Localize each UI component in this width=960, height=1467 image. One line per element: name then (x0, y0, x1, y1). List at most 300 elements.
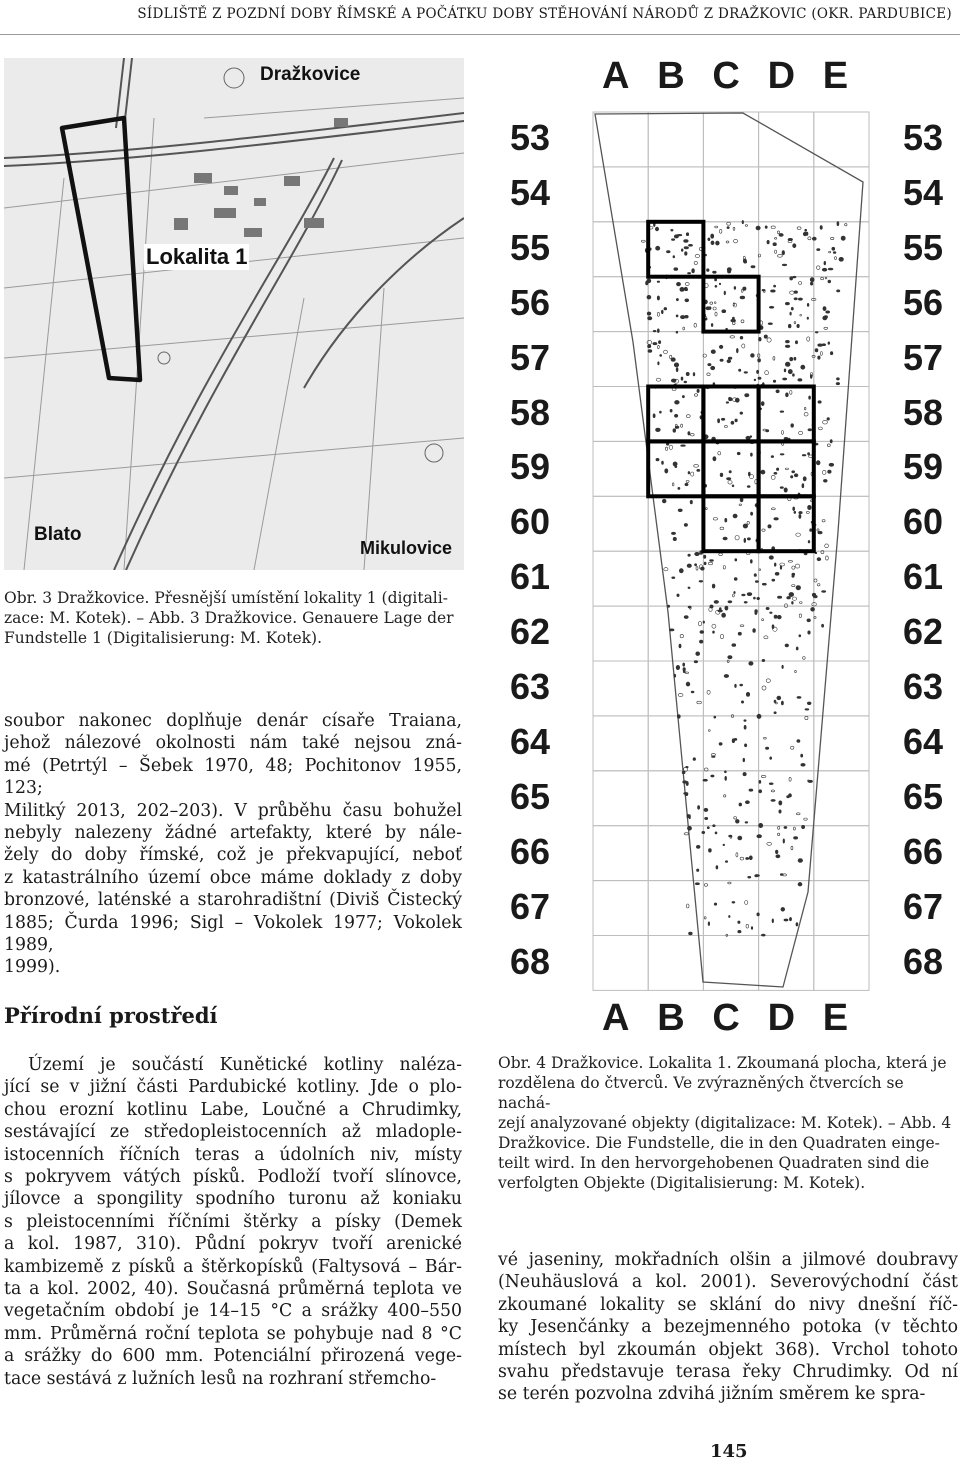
feature-mark (812, 237, 816, 240)
feature-mark (688, 432, 690, 436)
feature-mark (756, 226, 760, 230)
feature-mark (745, 261, 747, 264)
feature-mark (773, 357, 775, 361)
feature-mark (837, 222, 839, 226)
feature-mark (679, 569, 683, 573)
feature-mark (775, 572, 779, 575)
feature-mark (726, 241, 729, 243)
feature-mark (785, 302, 789, 305)
feature-mark (713, 518, 717, 521)
feature-mark (683, 781, 687, 784)
feature-mark (706, 508, 708, 510)
feature-mark (722, 310, 726, 313)
feature-mark (758, 377, 761, 379)
feature-mark (719, 553, 723, 556)
figure-4-plan (500, 55, 960, 1040)
feature-mark (735, 819, 739, 823)
grid-cell (759, 551, 814, 606)
feature-mark (663, 350, 667, 353)
feature-mark (767, 338, 771, 342)
caption-line: teilt wird. In den hervorgehobenen Quadraten sind die (498, 1154, 930, 1172)
row-number: 64 (510, 720, 551, 762)
feature-mark (759, 569, 761, 571)
grid-cell (593, 606, 648, 661)
feature-mark (795, 341, 797, 344)
feature-mark (740, 336, 743, 339)
feature-mark (823, 420, 828, 424)
text-line: jící se v jižní části Pardubické kotliny. Jde o plo- (4, 1077, 462, 1098)
grid-cell (814, 936, 869, 991)
feature-mark (798, 298, 802, 300)
feature-mark (775, 250, 777, 253)
feature-mark (695, 883, 699, 885)
feature-mark (668, 605, 670, 607)
section-heading: Přírodní prostředí (4, 1003, 218, 1028)
feature-mark (726, 402, 729, 404)
feature-mark (711, 350, 715, 354)
feature-mark (807, 317, 809, 319)
feature-mark (802, 825, 805, 828)
feature-mark (697, 389, 699, 392)
feature-mark (744, 538, 746, 542)
feature-mark (787, 596, 791, 599)
feature-mark (687, 814, 689, 818)
feature-mark (729, 471, 731, 473)
feature-mark (832, 247, 835, 250)
grid-cell (593, 661, 648, 716)
feature-mark (774, 712, 776, 714)
feature-mark (730, 336, 735, 338)
column-letter: B (657, 997, 685, 1039)
feature-mark (749, 856, 752, 860)
grid-cell (648, 716, 703, 771)
feature-mark (727, 268, 731, 272)
feature-mark (796, 647, 798, 650)
feature-mark (681, 445, 686, 447)
feature-mark (664, 307, 667, 310)
row-number: 57 (903, 336, 944, 378)
grid-cell (703, 387, 758, 442)
grid-cell (593, 441, 648, 496)
feature-mark (716, 866, 718, 870)
grid-cell (593, 771, 648, 826)
feature-mark (769, 306, 774, 308)
feature-mark (707, 373, 710, 376)
feature-mark (743, 758, 745, 762)
feature-mark (669, 629, 674, 631)
grid-cell (759, 716, 814, 771)
grid-cell (759, 606, 814, 661)
feature-mark (676, 368, 678, 372)
feature-mark (713, 307, 716, 310)
feature-mark (807, 619, 811, 622)
map-label-site: Lokalita 1 (146, 244, 248, 269)
feature-mark (716, 241, 720, 245)
feature-mark (687, 564, 691, 568)
text-line: kambizemě z písků a štěrkopísků (Faltysová – Bár- (4, 1256, 462, 1277)
feature-mark (804, 412, 808, 416)
feature-mark (785, 340, 789, 343)
text-line: ky Jesenčánky a bezejmenného potoka (v těchto (498, 1317, 958, 1338)
feature-mark (781, 701, 783, 705)
feature-mark (694, 323, 696, 327)
feature-mark (822, 591, 826, 593)
feature-mark (683, 663, 685, 666)
text-line: s pleistocenními říčními štěrky a písky (Demek (4, 1211, 462, 1232)
running-head: SÍDLIŠTĚ Z POZDNÍ DOBY ŘÍMSKÉ A POČÁTKU DOBY STĚHOVÁNÍ NÁRODŮ Z DRAŽKOVIC (OKR. PARDUBICE) (137, 6, 952, 22)
feature-mark (800, 314, 802, 316)
feature-mark (657, 312, 659, 316)
feature-mark (791, 846, 793, 850)
row-number: 56 (510, 281, 551, 323)
text-line: jílovce a spongility spodního turonu až koniaku (4, 1189, 462, 1210)
feature-mark (653, 414, 655, 418)
feature-mark (724, 425, 727, 427)
row-number: 58 (510, 391, 551, 433)
caption-line: verfolgten Objekte (Digitalisierung: M. Kotek). (498, 1174, 866, 1192)
feature-mark (688, 244, 692, 246)
row-number: 61 (903, 556, 944, 598)
feature-mark (751, 927, 753, 930)
feature-mark (796, 586, 801, 590)
column-letter: E (822, 997, 849, 1039)
feature-mark (808, 453, 810, 455)
feature-mark (714, 716, 716, 718)
row-number: 54 (903, 171, 944, 213)
feature-mark (699, 640, 703, 643)
grid-cell (703, 881, 758, 936)
feature-mark (829, 251, 831, 253)
feature-mark (780, 411, 784, 413)
text-line: (Neuhäuslová a kol. 2001). Severovýchodní část (498, 1272, 958, 1293)
feature-mark (769, 783, 773, 785)
feature-mark (788, 324, 791, 328)
feature-mark (697, 869, 699, 872)
feature-mark (794, 298, 797, 300)
row-number: 56 (903, 281, 944, 323)
feature-mark (745, 801, 749, 804)
feature-mark (686, 415, 690, 418)
feature-mark (726, 328, 728, 330)
feature-mark (764, 335, 767, 338)
feature-mark (739, 504, 741, 506)
feature-mark (782, 264, 787, 266)
feature-mark (678, 693, 683, 696)
feature-mark (827, 418, 830, 421)
feature-mark (757, 714, 761, 718)
feature-mark (686, 233, 689, 236)
feature-mark (775, 702, 777, 704)
caption-line: zace: M. Kotek). – Abb. 3 Dražkovice. Genauere Lage der (4, 609, 454, 627)
feature-mark (703, 621, 705, 623)
feature-mark (742, 289, 744, 292)
feature-mark (658, 341, 660, 344)
grid-cell (759, 936, 814, 991)
feature-mark (769, 556, 773, 560)
feature-mark (685, 315, 689, 318)
feature-mark (733, 514, 737, 518)
feature-mark (777, 596, 781, 598)
text-line: nebyly nalezeny žádné artefakty, které by nále- (4, 823, 462, 844)
grid-cell (648, 332, 703, 387)
feature-mark (658, 362, 660, 365)
feature-mark (685, 282, 689, 285)
feature-mark (705, 817, 708, 819)
feature-mark (673, 537, 676, 540)
feature-mark (681, 377, 683, 380)
feature-mark (684, 523, 687, 526)
feature-mark (732, 901, 735, 903)
feature-mark (712, 756, 716, 758)
feature-mark (724, 771, 726, 773)
grid-cell (814, 771, 869, 826)
feature-mark (720, 359, 723, 361)
feature-mark (750, 436, 752, 438)
feature-mark (774, 285, 776, 287)
feature-mark (708, 849, 711, 853)
feature-mark (755, 612, 757, 615)
feature-mark (676, 282, 680, 286)
feature-mark (744, 744, 746, 747)
feature-mark (686, 904, 689, 908)
feature-mark (779, 810, 781, 813)
feature-mark (724, 674, 729, 677)
feature-mark (771, 290, 776, 292)
feature-mark (801, 365, 805, 369)
feature-mark (707, 269, 710, 272)
feature-mark (749, 662, 753, 666)
feature-mark (762, 659, 765, 661)
feature-mark (725, 518, 727, 522)
feature-mark (745, 394, 749, 397)
feature-mark (794, 837, 798, 840)
feature-mark (789, 794, 792, 797)
column-letter: B (657, 55, 685, 97)
feature-mark (693, 373, 695, 376)
feature-mark (818, 356, 821, 359)
feature-mark (782, 431, 784, 435)
feature-mark (768, 323, 772, 325)
feature-mark (678, 509, 682, 512)
grid-cell (814, 387, 869, 442)
feature-mark (711, 775, 714, 777)
grid-cell (648, 771, 703, 826)
feature-mark (655, 227, 658, 231)
text-line: mé (Petrtýl – Šebek 1970, 48; Pochitonov 1955, 123; (4, 755, 462, 799)
feature-mark (731, 319, 736, 322)
feature-mark (721, 418, 725, 420)
text-line: s pokryvem vátých písků. Podloží tvoří slínovce, (4, 1167, 462, 1188)
feature-mark (740, 296, 745, 299)
feature-mark (791, 307, 793, 310)
feature-mark (738, 632, 741, 635)
feature-mark (722, 613, 726, 617)
feature-mark (741, 320, 744, 323)
feature-mark (732, 485, 734, 487)
feature-mark (742, 344, 745, 348)
map-label-drazkovice: Dražkovice (260, 64, 361, 85)
feature-mark (641, 240, 645, 242)
feature-mark (674, 674, 676, 677)
row-number: 62 (903, 611, 944, 653)
feature-mark (777, 696, 781, 700)
text-line: jehož nálezové okolnosti nám také nejsou zná- (4, 733, 462, 754)
feature-mark (720, 229, 722, 233)
feature-mark (807, 702, 811, 705)
feature-mark (826, 311, 830, 313)
feature-mark (683, 327, 685, 330)
body-paragraph-3 (498, 1249, 958, 1406)
feature-mark (715, 312, 717, 316)
feature-mark (687, 826, 691, 830)
feature-mark (785, 362, 790, 366)
feature-mark (828, 470, 832, 473)
feature-mark (785, 345, 790, 348)
feature-mark (728, 481, 732, 485)
grid-cell (814, 606, 869, 661)
feature-mark (720, 527, 724, 530)
feature-mark (666, 251, 670, 253)
feature-mark (683, 668, 686, 671)
feature-mark (676, 665, 680, 669)
feature-mark (759, 780, 761, 783)
feature-mark (718, 419, 720, 423)
feature-mark (714, 903, 717, 905)
feature-mark (658, 345, 660, 348)
feature-mark (711, 234, 714, 238)
feature-mark (734, 738, 737, 740)
feature-mark (685, 483, 688, 486)
grid-cell (648, 551, 703, 606)
grid-cell (703, 496, 758, 551)
feature-mark (778, 255, 783, 258)
feature-mark (670, 409, 672, 412)
highlighted-square (703, 441, 758, 496)
feature-mark (697, 469, 700, 471)
feature-mark (835, 257, 837, 260)
row-number: 61 (510, 556, 551, 598)
feature-mark (771, 799, 775, 801)
feature-mark (746, 924, 749, 928)
feature-mark (676, 315, 678, 317)
feature-mark (695, 552, 700, 555)
feature-mark (818, 344, 823, 347)
feature-mark (656, 246, 660, 250)
feature-mark (790, 291, 795, 294)
feature-mark (734, 591, 736, 593)
feature-mark (700, 631, 704, 634)
text-line: chou erozní kotlinu Labe, Loučné a Chrudimky, (4, 1099, 462, 1120)
feature-mark (674, 363, 679, 367)
grid-cell (814, 496, 869, 551)
row-number: 55 (903, 226, 944, 268)
grid-cell (703, 112, 758, 167)
grid-cell (648, 881, 703, 936)
feature-mark (836, 378, 839, 380)
feature-mark (671, 532, 675, 534)
feature-mark (707, 690, 710, 694)
feature-mark (782, 665, 784, 668)
feature-mark (771, 226, 775, 229)
feature-mark (761, 402, 764, 406)
feature-mark (747, 486, 750, 488)
feature-mark (770, 612, 773, 614)
grid-cell (593, 496, 648, 551)
feature-mark (681, 249, 683, 252)
feature-mark (684, 833, 689, 835)
grid-cell (703, 826, 758, 881)
feature-mark (767, 842, 772, 845)
feature-mark (771, 475, 775, 479)
feature-mark (734, 817, 737, 820)
grid-cell (648, 387, 703, 442)
feature-mark (697, 701, 702, 704)
feature-mark (749, 475, 753, 479)
feature-mark (684, 247, 689, 249)
feature-mark (808, 429, 812, 431)
feature-mark (669, 445, 673, 449)
feature-mark (836, 382, 840, 384)
feature-mark (741, 701, 743, 703)
feature-mark (656, 428, 661, 432)
feature-mark (725, 861, 727, 863)
feature-mark (684, 616, 688, 619)
feature-mark (738, 921, 740, 924)
row-number: 62 (510, 611, 551, 653)
feature-mark (777, 231, 779, 234)
row-number: 55 (510, 226, 551, 268)
text-line: vé jaseniny, mokřadních olšin a jilmové doubravy (498, 1250, 958, 1270)
feature-mark (691, 691, 694, 693)
feature-mark (694, 465, 699, 468)
feature-mark (839, 257, 844, 261)
feature-mark (719, 345, 723, 348)
feature-mark (693, 758, 696, 761)
feature-mark (815, 349, 818, 352)
row-number: 53 (903, 117, 944, 158)
feature-mark (762, 529, 765, 531)
feature-mark (774, 472, 777, 474)
feature-mark (746, 692, 750, 696)
map-label-mikulovice: Mikulovice (360, 538, 453, 558)
feature-mark (789, 917, 791, 920)
feature-mark (714, 600, 719, 603)
caption-line: zejí analyzované objekty (digitalizace: M. Kotek). – Abb. 4 (498, 1114, 952, 1132)
feature-mark (739, 369, 741, 371)
feature-mark (823, 479, 827, 482)
feature-mark (794, 474, 798, 477)
feature-mark (708, 922, 710, 926)
grid-cell (593, 936, 648, 991)
column-letter: D (767, 997, 796, 1039)
feature-mark (824, 316, 827, 319)
feature-mark (788, 561, 792, 563)
feature-mark (728, 656, 732, 659)
feature-mark (764, 737, 767, 739)
feature-mark (714, 302, 716, 304)
grid-cell (814, 881, 869, 936)
feature-mark (694, 394, 697, 397)
feature-mark (647, 312, 651, 315)
grid-cell (759, 661, 814, 716)
feature-mark (800, 602, 803, 604)
body-paragraph-2 (4, 1054, 462, 1390)
feature-mark (790, 277, 793, 280)
feature-mark (684, 240, 689, 243)
feature-mark (735, 398, 739, 402)
row-number: 65 (903, 775, 944, 817)
feature-mark (816, 461, 820, 465)
